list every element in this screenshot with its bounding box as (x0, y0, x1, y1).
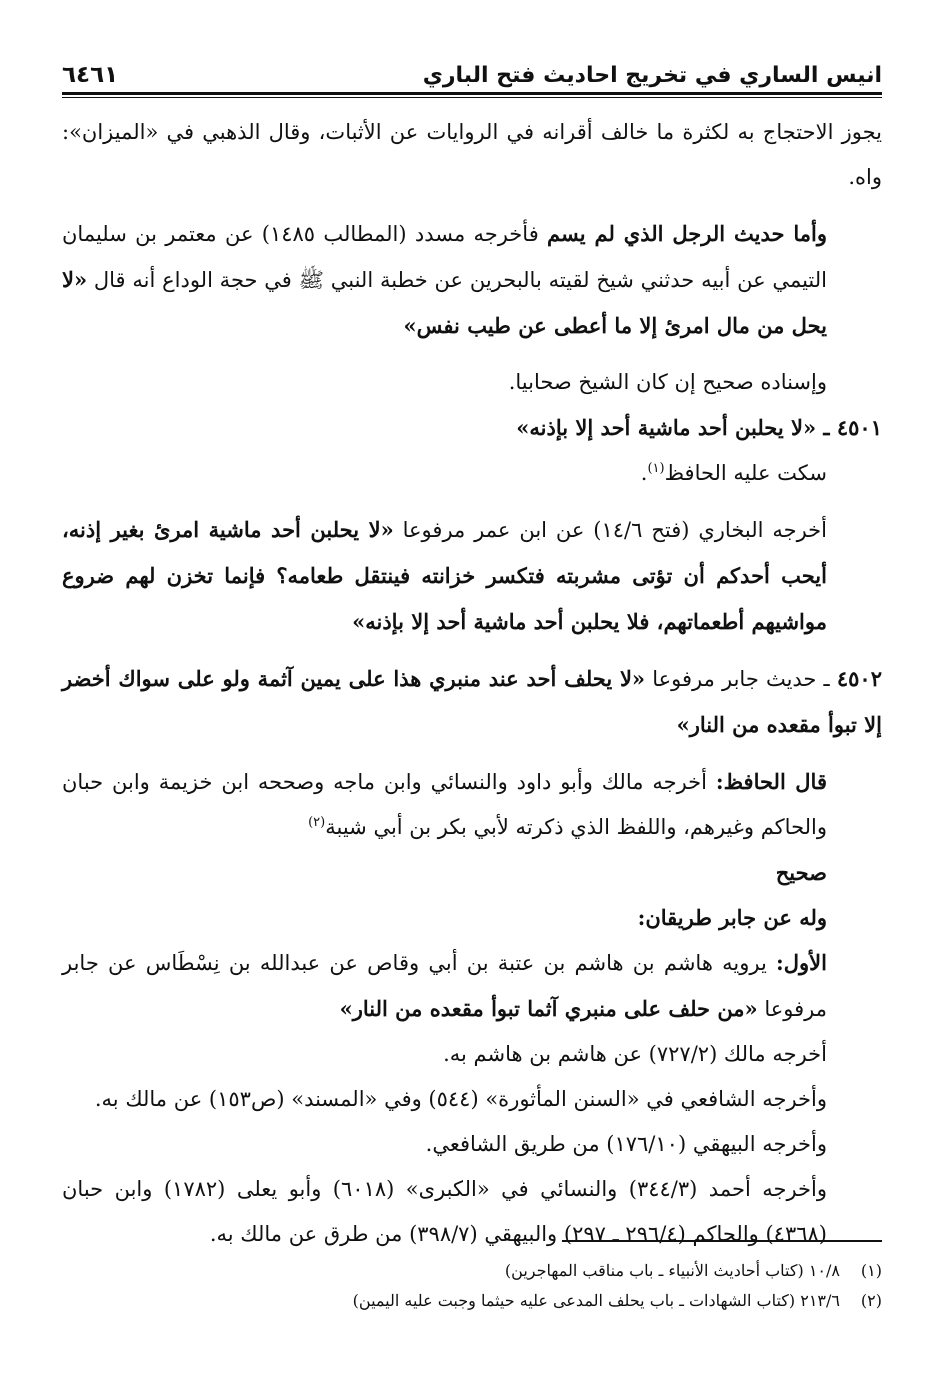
footnote-text: ٢١٣/٦ (كتاب الشهادات ـ باب يحلف المدعى عليه حيثما وجبت عليه اليمين) (352, 1291, 840, 1310)
footnote (62, 1286, 882, 1316)
footnote-ref: (٢) (308, 815, 326, 830)
citation-line: أخرجه مالك (٧٢٧/٢) عن هاشم بن هاشم به. (443, 1042, 827, 1066)
paragraph (62, 211, 882, 349)
footnote-ref: (١) (647, 461, 665, 476)
hadith-quote: «من حلف على منبري آثما تبوأ مقعده من النار» (339, 996, 758, 1021)
footnote-rule (562, 1240, 882, 1242)
paragraph-text: وإسناده صحيح إن كان الشيخ صحابيا. (508, 370, 827, 394)
footnote-number: (١) (860, 1261, 882, 1280)
hadith-quote: «لا يحلبن أحد ماشية أحد إلا بإذنه» (516, 415, 817, 440)
body-text (62, 110, 882, 1257)
citation-line: وأخرجه أحمد (٣٤٤/٣) والنسائي في «الكبرى» (٦٠١٨) وأبو يعلى (١٧٨٢) وابن حبان (٤٣٦٨) والحاكم (٢٩٦/٤ ـ ٢٩٧) والبيهقي (٣٩٨/٧) من طرق عن مالك به. (62, 1177, 828, 1246)
hadith-quote: «لا يحلف أحد عند منبري هذا على يمين آثمة ولو على سواك أخضر إلا تبوأ مقعده من النار» (62, 666, 882, 737)
footnote-number: (٢) (860, 1291, 882, 1310)
paragraph (62, 360, 882, 405)
paragraph-text: يجوز الاحتجاج به لكثرة ما خالف أقرانه في الروايات عن الأثبات، وقال الذهبي في «الميزان»: واه. (62, 120, 882, 189)
paragraph-text: سكت عليه الحافظ (664, 461, 827, 485)
running-header (62, 48, 882, 88)
page-number: ٦٤٦١ (62, 62, 119, 88)
paragraph (62, 940, 882, 1032)
hadith-heading: ٤٥٠٢ ـ حديث جابر مرفوعا «لا يحلف أحد عند منبري هذا على يمين آثمة ولو على سواك أخضر إلا تبوأ مقعده من النار» (62, 666, 882, 737)
header-rule-thin (62, 97, 882, 98)
paragraph-text: أخرجه البخاري (فتح ١٤/٦) عن ابن عمر مرفوعا (393, 518, 827, 542)
citation-line: وأخرجه البيهقي (١٧٦/١٠) من طريق الشافعي. (425, 1132, 827, 1156)
footnote (62, 1256, 882, 1286)
footnote-text: ١٠/٨ (كتاب أحاديث الأنبياء ـ باب مناقب المهاجرين) (504, 1261, 840, 1280)
punctuation: . (640, 461, 648, 485)
hadith-quote: «لا يحلبن أحد ماشية امرئ بغير إذنه، أيحب أحدكم أن تؤتى مشربته فتكسر خزانته فينتقل طعامه؟ فإنما تخزن لهم ضروع مواشيهم أطعماتهم، فلا يحلبن أحد ماشية أحد إلا بإذنه» (62, 517, 827, 634)
paragraph-text: حديث جابر مرفوعا (645, 667, 817, 691)
hadith-heading: ٤٥٠١ ـ «لا يحلبن أحد ماشية أحد إلا بإذنه» (516, 415, 882, 440)
header-rule (62, 92, 882, 95)
paragraph (62, 507, 882, 645)
verdict: صحيح (775, 860, 827, 885)
paragraph-text: يرويه هاشم بن هاشم بن عتبة بن أبي وقاص عن عبدالله بن نِسْطَاس عن جابر مرفوعا (62, 951, 827, 1021)
subheading: وله عن جابر طريقان: (637, 905, 827, 930)
paragraph (62, 110, 882, 200)
paragraph (62, 759, 882, 850)
bold-lead: الأول: (776, 950, 827, 975)
bold-lead: قال الحافظ: (715, 769, 827, 794)
citation-line: وأخرجه الشافعي في «السنن المأثورة» (٥٤٤) وفي «المسند» (ص١٥٣) عن مالك به. (94, 1087, 827, 1111)
document-page (62, 48, 882, 1257)
header-title: انيس الساري في تخريج احاديث فتح الباري (422, 63, 882, 88)
paragraph (62, 451, 882, 496)
hadith-number: ٤٥٠٢ (836, 666, 882, 691)
bold-lead: وأما حديث الرجل الذي لم يسم (547, 221, 828, 246)
footnotes (62, 1240, 882, 1316)
paragraph-text: فأخرجه مسدد (المطالب ١٤٨٥) عن معتمر بن سليمان التيمي عن أبيه حدثني شيخ لقيته بالبحرين عن خطبة النبي ﷺ في حجة الوداع أنه قال (62, 222, 827, 292)
hadith-quote: «لا يحل من مال امرئ إلا ما أعطى عن طيب نفس» (62, 267, 827, 338)
hadith-number: ٤٥٠١ (836, 415, 882, 440)
paragraph-text: أخرجه مالك وأبو داود والنسائي وابن ماجه وصححه ابن خزيمة وابن حبان والحاكم وغيرهم، واللفظ الذي ذكرته لأبي بكر بن أبي شيبة (62, 770, 827, 839)
